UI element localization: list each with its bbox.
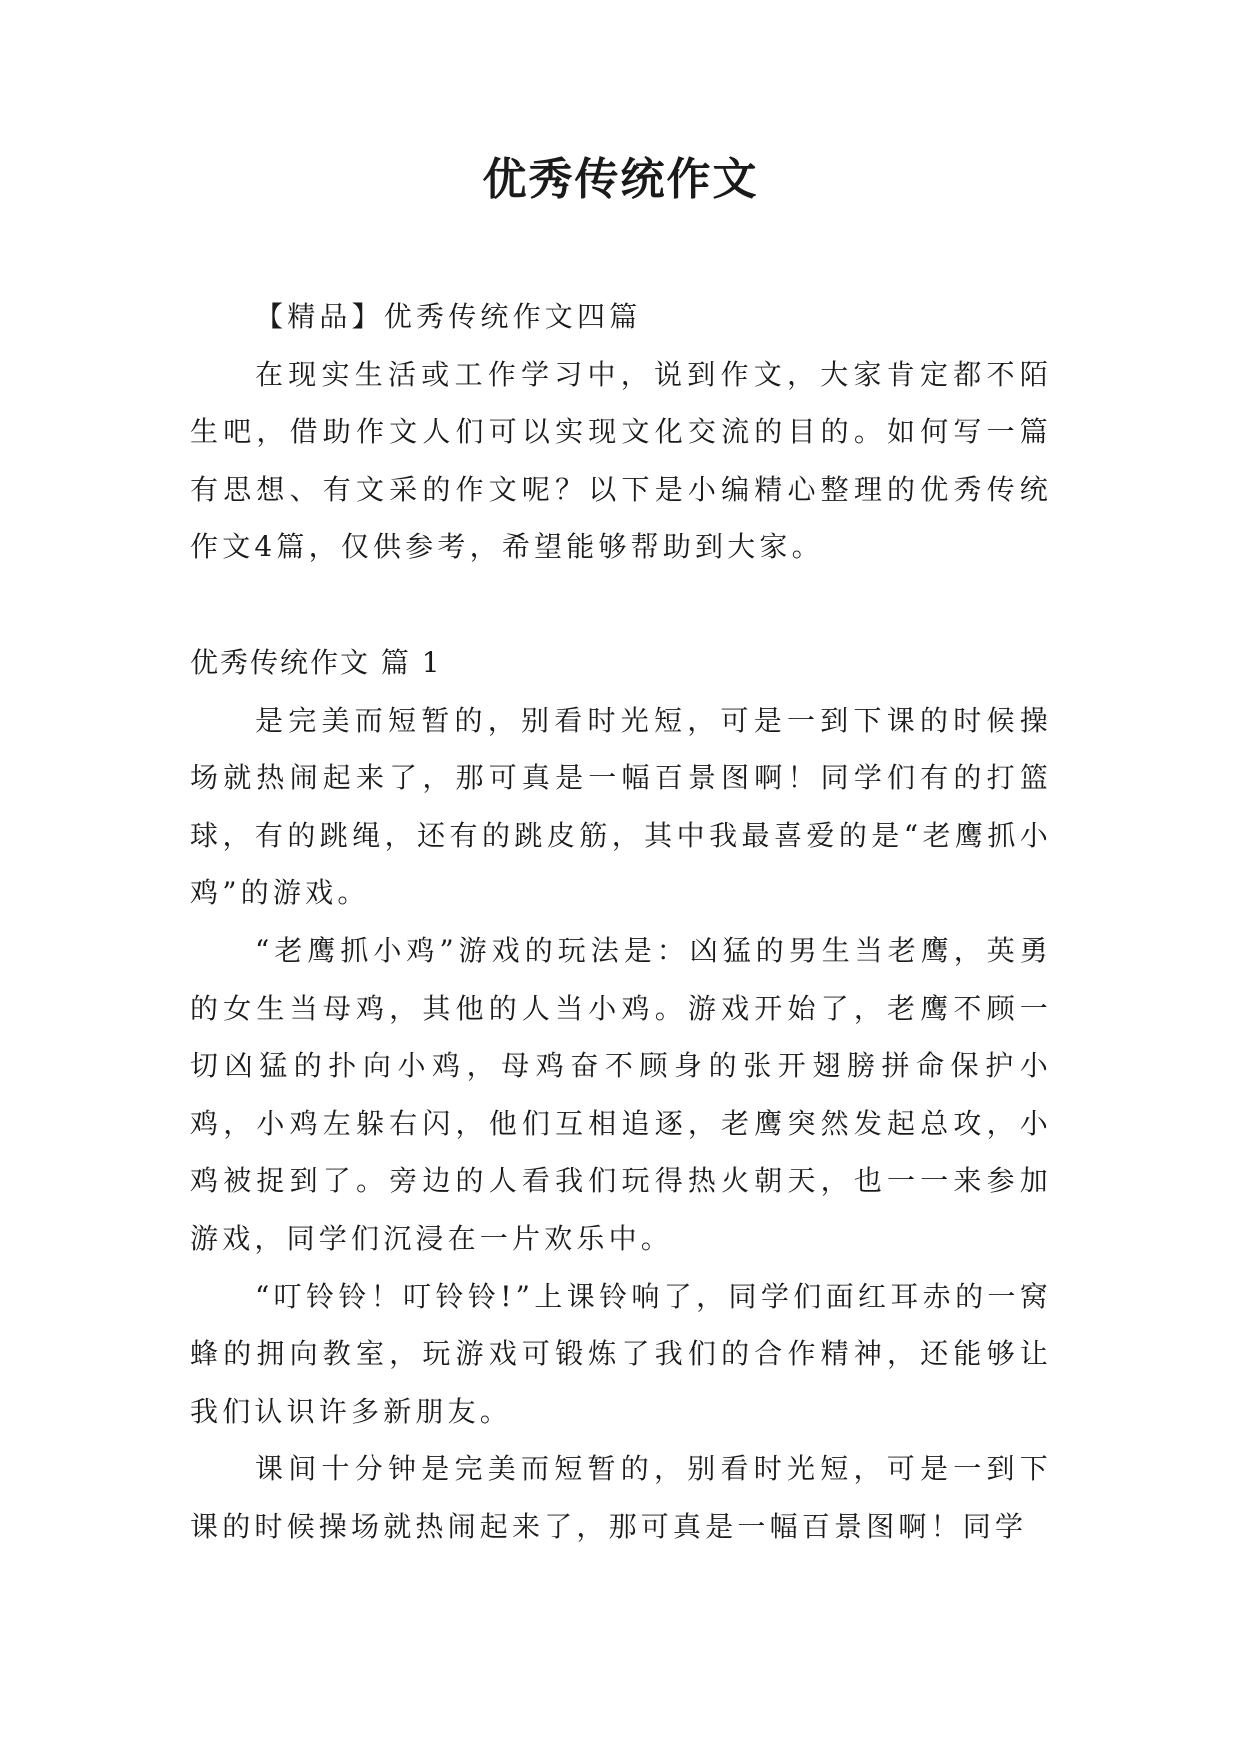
section-paragraph: 课间十分钟是完美而短暂的，别看时光短，可是一到下课的时候操场就热闹起来了，那可真是一幅百景图啊！同学: [190, 1452, 1052, 1543]
section-heading: 优秀传统作文 篇 1: [190, 645, 442, 679]
section-paragraph: “老鹰抓小鸡”游戏的玩法是：凶猛的男生当老鹰，英勇的女生当母鸡，其他的人当小鸡。游戏开始了，老鹰不顾一切凶猛的扑向小鸡，母鸡奋不顾身的张开翅膀拼命保护小鸡，小鸡左躲右闪，他们互相追逐，老鹰突然发起总攻，小鸡被捉到了。旁边的人看我们玩得热火朝天，也一一来参加游戏，同学们沉浸在一片欢乐中。: [190, 933, 1052, 1255]
document-subtitle: 【精品】优秀传统作文四篇: [255, 300, 642, 333]
document-title: 优秀传统作文: [482, 154, 759, 205]
section-paragraph: “叮铃铃！叮铃铃!”上课铃响了，同学们面红耳赤的一窝蜂的拥向教室，玩游戏可锻炼了我们的合作精神，还能够让我们认识许多新朋友。: [190, 1279, 1052, 1428]
section-paragraph: 是完美而短暂的，别看时光短，可是一到下课的时候操场就热闹起来了，那可真是一幅百景图啊！同学们有的打篮球，有的跳绳，还有的跳皮筋，其中我最喜爱的是“老鹰抓小鸡”的游戏。: [190, 703, 1052, 910]
intro-paragraph: 在现实生活或工作学习中，说到作文，大家肯定都不陌生吧，借助作文人们可以实现文化交流的目的。如何写一篇有思想、有文采的作文呢？以下是小编精心整理的优秀传统作文4篇，仅供参考，希望能够帮助到大家。: [190, 357, 1052, 564]
document-body: [190, 288, 1052, 1555]
